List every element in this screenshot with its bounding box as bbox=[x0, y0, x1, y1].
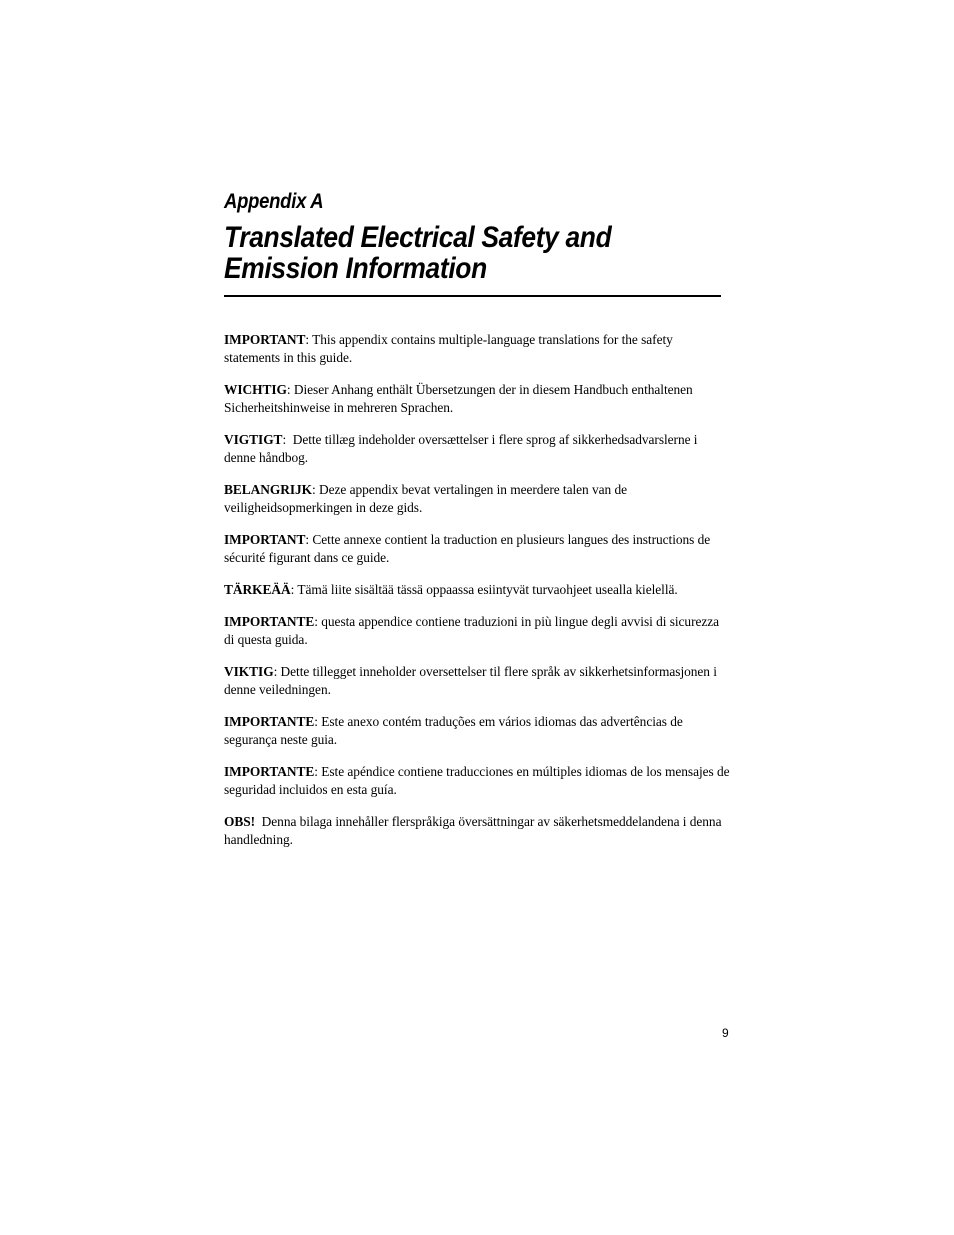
notice-finnish bbox=[224, 581, 732, 599]
notice-keyword: VIGTIGT bbox=[224, 432, 283, 447]
notice-keyword: BELANGRIJK bbox=[224, 482, 313, 497]
notice-text: Denna bilaga innehåller flerspråkiga översättningar av säkerhetsmeddelandena i denna handledning. bbox=[224, 814, 725, 847]
notice-text: : Dette tillegget inneholder oversettelser til flere språk av sikkerhetsinformasjonen i denne veiledningen. bbox=[224, 664, 717, 697]
notice-text: : questa appendice contiene traduzioni in più lingue degli avvisi di sicurezza di questa guida. bbox=[224, 614, 720, 647]
notice-spanish bbox=[224, 763, 732, 799]
notice-norwegian bbox=[224, 663, 732, 699]
notice-french bbox=[224, 531, 732, 567]
notice-keyword: IMPORTANT bbox=[224, 332, 306, 347]
notice-text: : Deze appendix bevat vertalingen in meerdere talen van de veiligheidsopmerkingen in deze gids. bbox=[224, 482, 628, 515]
notice-text: : Cette annexe contient la traduction en plusieurs langues des instructions de sécurité figurant dans ce guide. bbox=[224, 532, 711, 565]
notice-danish bbox=[224, 431, 732, 467]
notice-keyword: IMPORTANT bbox=[224, 532, 306, 547]
notice-keyword: WICHTIG bbox=[224, 382, 287, 397]
title-rule bbox=[224, 295, 721, 297]
notice-keyword: IMPORTANTE bbox=[224, 714, 315, 729]
chapter-title: Translated Electrical Safety and Emission Information bbox=[224, 221, 612, 285]
notice-portuguese bbox=[224, 713, 732, 749]
notice-text: : Dieser Anhang enthält Übersetzungen der in diesem Handbuch enthaltenen Sicherheitshinweise in mehreren Sprachen. bbox=[224, 382, 693, 415]
notice-dutch bbox=[224, 481, 732, 517]
notice-text: : Tämä liite sisältää tässä oppaassa esiintyvät turvaohjeet usealla kielellä. bbox=[290, 582, 678, 597]
notice-german bbox=[224, 381, 732, 417]
notice-text: : Este anexo contém traduções em vários idiomas das advertências de segurança neste guia. bbox=[224, 714, 683, 747]
page-number: 9 bbox=[722, 1026, 729, 1040]
notice-swedish bbox=[224, 813, 732, 849]
appendix-label: Appendix A bbox=[224, 190, 324, 213]
notice-keyword: IMPORTANTE bbox=[224, 764, 315, 779]
notice-english bbox=[224, 331, 732, 367]
notice-keyword: TÄRKEÄÄ bbox=[224, 582, 291, 597]
notice-text: : Dette tillæg indeholder oversættelser i flere sprog af sikkerhedsadvarslerne i denne håndbog. bbox=[224, 432, 701, 465]
notice-text: : This appendix contains multiple-language translations for the safety statements in this guide. bbox=[224, 332, 673, 365]
notice-text: : Este apéndice contiene traducciones en múltiples idiomas de los mensajes de seguridad incluidos en esta guía. bbox=[224, 764, 730, 797]
notice-italian bbox=[224, 613, 732, 649]
notice-keyword: OBS! bbox=[224, 814, 256, 829]
notice-keyword: IMPORTANTE bbox=[224, 614, 315, 629]
notice-keyword: VIKTIG bbox=[224, 664, 274, 679]
safety-notices bbox=[224, 331, 732, 863]
